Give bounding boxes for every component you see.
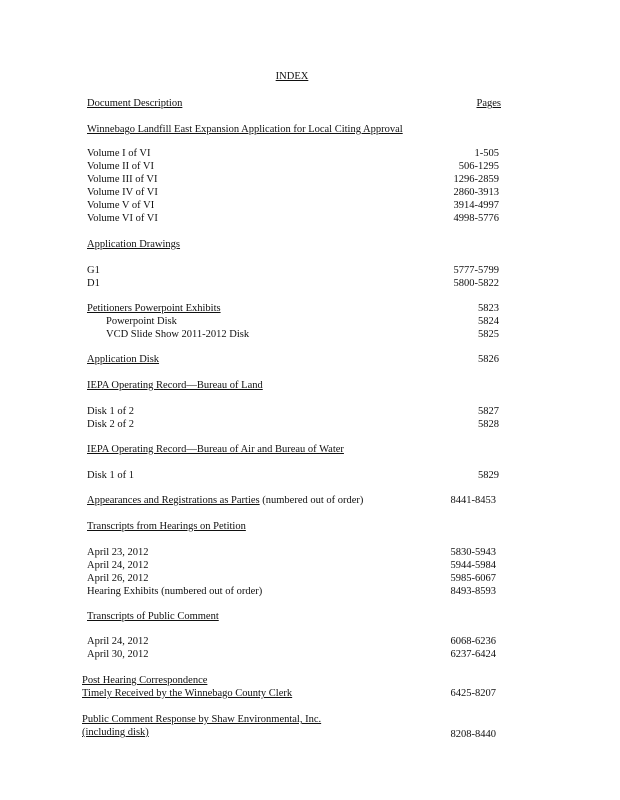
index-row-label: April 30, 2012 [87,649,149,660]
index-row-pages: 5827 [478,406,499,417]
index-row-label: Volume II of VI [87,161,154,172]
index-row-pages: 5830-5943 [450,547,496,558]
index-row-label: Volume V of VI [87,200,155,211]
index-row-pages: 1-505 [474,148,499,159]
index-row-label: Volume III of VI [87,174,158,185]
index-row-label: VCD Slide Show 2011-2012 Disk [106,329,250,340]
section-heading: Application Drawings [87,239,181,250]
index-row-pages: 506-1295 [458,161,499,172]
section-heading: IEPA Operating Record—Bureau of Air and Bureau of Water [87,444,344,455]
index-row-label: Volume IV of VI [87,187,158,198]
section-heading-line2: (including disk) [82,727,149,738]
section-heading: Winnebago Landfill East Expansion Application for Local Citing Approval [87,124,403,135]
index-row-pages: 5825 [478,329,499,340]
index-row-label: Disk 1 of 1 [87,470,134,481]
index-row-pages: 5829 [478,470,499,481]
section-heading-line [87,494,363,507]
index-row-pages: 5828 [478,419,499,430]
index-row-pages: 4998-5776 [453,213,499,224]
index-row-label: G1 [87,265,100,276]
page-title: INDEX [275,71,309,82]
index-row-label: April 24, 2012 [87,636,149,647]
index-row-pages: 5985-6067 [450,573,496,584]
index-row-label: Volume I of VI [87,148,151,159]
index-row-label: April 24, 2012 [87,560,149,571]
index-row-pages: 6068-6236 [450,636,496,647]
section-heading-note: (numbered out of order) [259,495,364,506]
section-heading: Transcripts of Public Comment [87,611,219,622]
header-pages: Pages [476,98,501,109]
section-heading: Public Comment Response by Shaw Environmental, Inc. [82,714,322,725]
index-row-pages: 5800-5822 [453,278,499,289]
section-heading: Application Disk [87,354,160,365]
index-row-label: Volume VI of VI [87,213,158,224]
section-heading: Transcripts from Hearings on Petition [87,521,246,532]
index-row-pages: 3914-4997 [453,200,499,211]
header-description: Document Description [87,98,183,109]
index-row-label: D1 [87,278,100,289]
index-row-label: April 23, 2012 [87,547,149,558]
index-row-pages: 1296-2859 [453,174,499,185]
section-heading-line2: Timely Received by the Winnebago County Clerk [82,688,293,699]
index-row-pages: 6237-6424 [450,649,496,660]
index-row-label: Hearing Exhibits (numbered out of order) [87,586,263,597]
index-row-pages: 5824 [478,316,499,327]
index-row-label: Disk 1 of 2 [87,406,134,417]
section-heading-pages: 5823 [478,303,499,314]
index-row-label: Powerpoint Disk [106,316,177,327]
section-heading-pages: 5826 [478,354,499,365]
index-row-pages: 5777-5799 [453,265,499,276]
section-heading: Post Hearing Correspondence [82,675,208,686]
index-row-pages: 2860-3913 [453,187,499,198]
section-heading-pages: 8208-8440 [450,729,496,740]
index-row-label: Disk 2 of 2 [87,419,134,430]
section-heading: IEPA Operating Record—Bureau of Land [87,380,263,391]
section-heading-pages: 8441-8453 [450,495,496,506]
index-row-label: April 26, 2012 [87,573,149,584]
section-heading-pages: 6425-8207 [450,688,496,699]
index-row-pages: 5944-5984 [450,560,496,571]
section-heading: Petitioners Powerpoint Exhibits [87,303,221,314]
section-heading: Appearances and Registrations as Parties [87,495,260,506]
index-row-pages: 8493-8593 [450,586,496,597]
